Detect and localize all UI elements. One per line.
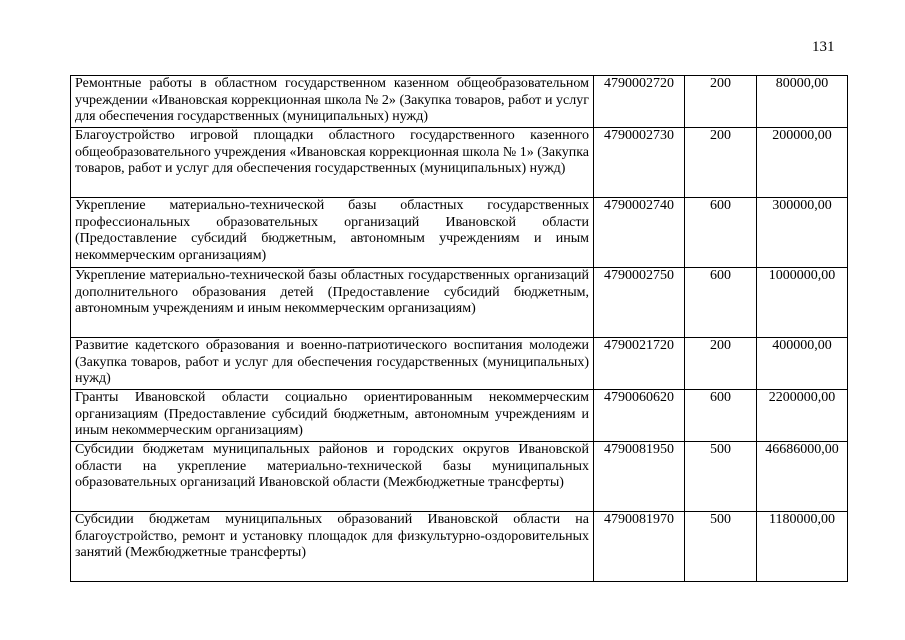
row-description: Укрепление материально-технической базы областных государственных организаций дополнительного образования детей (Предоставление субсидий бюджетным, автономным учреждениям и иным некоммерческим организациям) <box>71 268 594 338</box>
row-amount: 2200000,00 <box>757 390 848 442</box>
row-description: Субсидии бюджетам муниципальных районов и городских округов Ивановской области на укрепление материально-технической базы муниципальных образовательных организаций Ивановской области (Межбюджетные трансферты) <box>71 442 594 512</box>
row-expense-type: 600 <box>685 268 757 338</box>
budget-table <box>70 75 848 582</box>
table-row <box>71 128 848 198</box>
table-row <box>71 390 848 442</box>
table-row <box>71 442 848 512</box>
row-expense-type: 600 <box>685 390 757 442</box>
row-description: Благоустройство игровой площадки областного государственного казенного общеобразовательного учреждения «Ивановская коррекционная школа № 1» (Закупка товаров, работ и услуг для обеспечения государственных (муниципальных) нужд) <box>71 128 594 198</box>
row-amount: 46686000,00 <box>757 442 848 512</box>
row-code: 4790002750 <box>594 268 685 338</box>
row-expense-type: 200 <box>685 128 757 198</box>
table-row <box>71 76 848 128</box>
row-code: 4790002720 <box>594 76 685 128</box>
row-code: 4790081970 <box>594 512 685 582</box>
row-description: Укрепление материально-технической базы областных государственных профессиональных образовательных организаций Ивановской области (Предоставление субсидий бюджетным, автономным учреждениям и иным некоммерческим организациям) <box>71 198 594 268</box>
page-number: 131 <box>812 39 835 55</box>
row-code: 4790081950 <box>594 442 685 512</box>
row-expense-type: 500 <box>685 442 757 512</box>
row-amount: 80000,00 <box>757 76 848 128</box>
row-amount: 1180000,00 <box>757 512 848 582</box>
row-description: Субсидии бюджетам муниципальных образований Ивановской области на благоустройство, ремонт и установку площадок для физкультурно-оздоровительных занятий (Межбюджетные трансферты) <box>71 512 594 582</box>
row-expense-type: 200 <box>685 338 757 390</box>
row-amount: 200000,00 <box>757 128 848 198</box>
table-row <box>71 338 848 390</box>
row-code: 4790021720 <box>594 338 685 390</box>
table-row <box>71 198 848 268</box>
row-code: 4790060620 <box>594 390 685 442</box>
row-description: Развитие кадетского образования и военно-патриотического воспитания молодежи (Закупка товаров, работ и услуг для обеспечения государственных (муниципальных) нужд) <box>71 338 594 390</box>
row-code: 4790002730 <box>594 128 685 198</box>
row-description: Гранты Ивановской области социально ориентированным некоммерческим организациям (Предоставление субсидий бюджетным, автономным учреждениям и иным некоммерческим организациям) <box>71 390 594 442</box>
row-amount: 300000,00 <box>757 198 848 268</box>
row-expense-type: 200 <box>685 76 757 128</box>
row-expense-type: 500 <box>685 512 757 582</box>
row-amount: 1000000,00 <box>757 268 848 338</box>
row-description: Ремонтные работы в областном государственном казенном общеобразовательном учреждении «Ивановская коррекционная школа № 2» (Закупка товаров, работ и услуг для обеспечения государственных (муниципальных) нужд) <box>71 76 594 128</box>
row-code: 4790002740 <box>594 198 685 268</box>
row-expense-type: 600 <box>685 198 757 268</box>
table-row <box>71 512 848 582</box>
table-row <box>71 268 848 338</box>
row-amount: 400000,00 <box>757 338 848 390</box>
